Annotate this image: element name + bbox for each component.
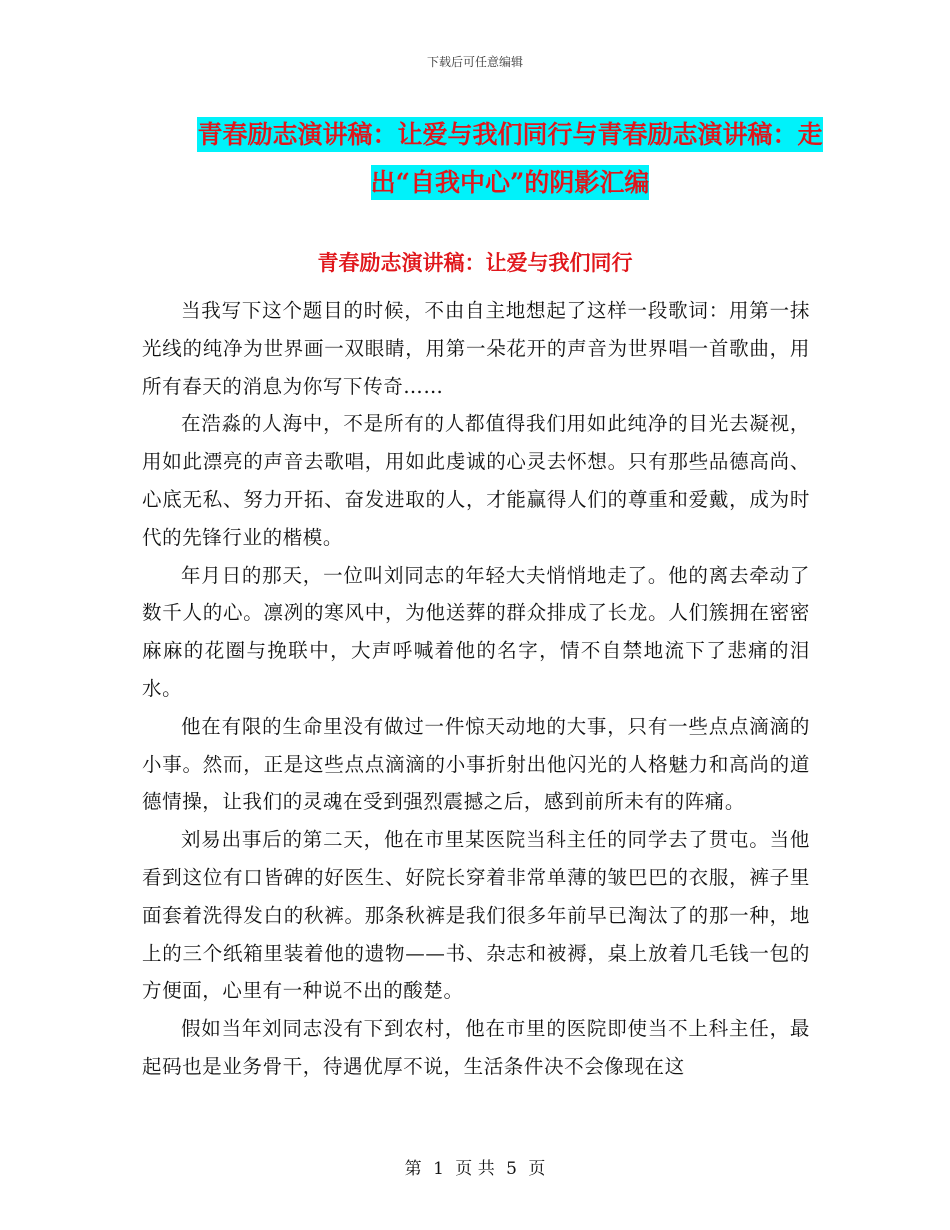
section-title: 青春励志演讲稿：让爱与我们同行 (317, 250, 633, 275)
body-text (142, 292, 810, 1086)
header-note: 下载后可任意编辑 (426, 55, 523, 69)
page-number-current: 1 (433, 1159, 444, 1179)
page-footer (0, 1154, 950, 1179)
page-label-mid: 页 共 (455, 1159, 495, 1179)
page-label-prefix: 第 (404, 1159, 422, 1179)
paragraph: 当我写下这个题目的时候，不由自主地想起了这样一段歌词：用第一抹光线的纯净为世界画一双眼睛，用第一朵花开的声音为世界唱一首歌曲，用所有春天的消息为你写下传奇…… (142, 299, 810, 398)
page-number-total: 5 (506, 1159, 517, 1179)
paragraph: 年月日的那天，一位叫刘同志的年轻大夫悄悄地走了。他的离去牵动了数千人的心。凛冽的寒风中，为他送葬的群众排成了长龙。人们簇拥在密密麻麻的花圈与挽联中，大声呼喊着他的名字，情不自禁地流下了悲痛的泪水。 (142, 563, 810, 700)
document-title (190, 111, 830, 207)
paragraph: 在浩淼的人海中，不是所有的人都值得我们用如此纯净的目光去凝视，用如此漂亮的声音去歌唱，用如此虔诚的心灵去怀想。只有那些品德高尚、心底无私、努力开拓、奋发进取的人，才能赢得人们的尊重和爱戴，成为时代的先锋行业的楷模。 (142, 412, 810, 549)
paragraph: 他在有限的生命里没有做过一件惊天动地的大事，只有一些点点滴滴的小事。然而，正是这些点点滴滴的小事折射出他闪光的人格魅力和高尚的道德情操，让我们的灵魂在受到强烈震撼之后，感到前所未有的阵痛。 (142, 714, 810, 814)
paragraph: 刘易出事后的第二天，他在市里某医院当科主任的同学去了贯屯。当他看到这位有口皆碑的好医生、好院长穿着非常单薄的皱巴巴的衣服，裤子里面套着洗得发白的秋裤。那条秋裤是我们很多年前早已淘汰了的那一种，地上的三个纸箱里装着他的遗物——书、杂志和被褥，桌上放着几毛钱一包的方便面，心里有一种说不出的酸楚。 (142, 828, 810, 1003)
paragraph: 假如当年刘同志没有下到农村，他在市里的医院即使当不上科主任，最起码也是业务骨干，待遇优厚不说，生活条件决不会像现在这 (142, 1017, 810, 1078)
document-title-text: 青春励志演讲稿：让爱与我们同行与青春励志演讲稿：走出“自我中心”的阴影汇编 (197, 117, 822, 200)
page-label-suffix: 页 (528, 1159, 546, 1179)
